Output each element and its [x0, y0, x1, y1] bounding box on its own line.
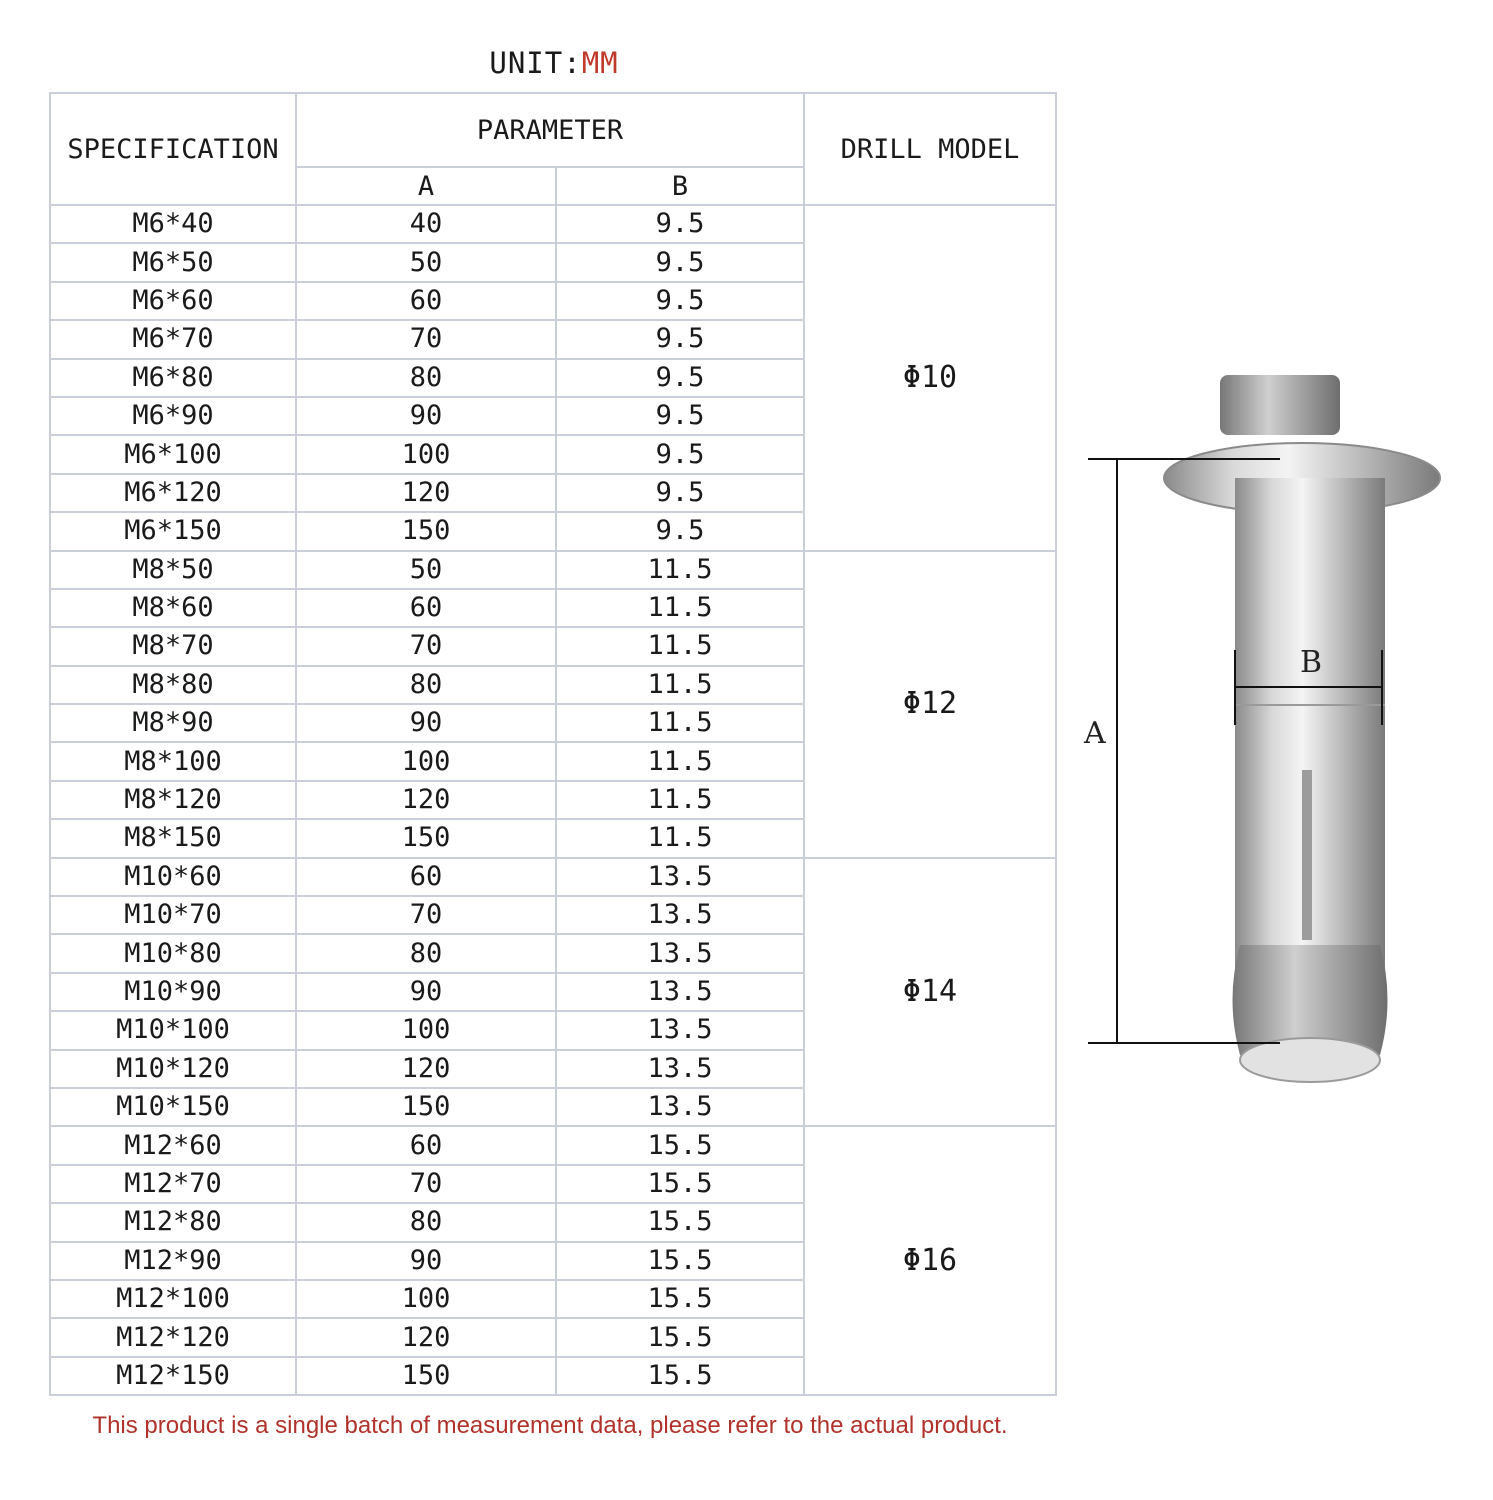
- bolt-slot: [1302, 770, 1312, 940]
- cell-spec: M6*150: [50, 512, 296, 550]
- cell-b: 9.5: [556, 474, 804, 512]
- table-row: [50, 551, 1056, 589]
- cell-spec: M10*80: [50, 934, 296, 972]
- cell-a: 70: [296, 320, 556, 358]
- dimension-b-label: B: [1300, 645, 1323, 680]
- cell-b: 13.5: [556, 1050, 804, 1088]
- cell-b: 11.5: [556, 666, 804, 704]
- cell-a: 150: [296, 1088, 556, 1126]
- cell-spec: M6*100: [50, 435, 296, 473]
- cell-a: 100: [296, 742, 556, 780]
- cell-b: 15.5: [556, 1318, 804, 1356]
- cell-b: 9.5: [556, 243, 804, 281]
- cell-b: 9.5: [556, 397, 804, 435]
- cell-b: 9.5: [556, 205, 804, 243]
- cell-spec: M12*60: [50, 1126, 296, 1164]
- cell-a: 80: [296, 1203, 556, 1241]
- cell-spec: M8*70: [50, 627, 296, 665]
- cell-b: 9.5: [556, 435, 804, 473]
- unit-value: MM: [581, 46, 619, 80]
- cell-spec: M10*60: [50, 858, 296, 896]
- cell-b: 11.5: [556, 627, 804, 665]
- unit-title: [0, 46, 1108, 80]
- cell-a: 90: [296, 704, 556, 742]
- cell-a: 60: [296, 1126, 556, 1164]
- cell-b: 11.5: [556, 742, 804, 780]
- cell-spec: M10*70: [50, 896, 296, 934]
- cell-spec: M10*150: [50, 1088, 296, 1126]
- cell-b: 9.5: [556, 320, 804, 358]
- header-parameter: PARAMETER: [296, 93, 804, 167]
- header-a: A: [296, 167, 556, 205]
- cell-a: 150: [296, 512, 556, 550]
- cell-b: 13.5: [556, 973, 804, 1011]
- cell-spec: M8*50: [50, 551, 296, 589]
- cell-spec: M6*90: [50, 397, 296, 435]
- cell-spec: M10*100: [50, 1011, 296, 1049]
- disclaimer-note: This product is a single batch of measurement data, please refer to the actual product.: [92, 1412, 1008, 1439]
- cell-a: 80: [296, 359, 556, 397]
- cell-a: 100: [296, 1011, 556, 1049]
- cell-a: 120: [296, 1318, 556, 1356]
- cell-spec: M6*70: [50, 320, 296, 358]
- cell-a: 150: [296, 819, 556, 857]
- cell-spec: M12*70: [50, 1165, 296, 1203]
- cell-spec: M12*150: [50, 1357, 296, 1395]
- cell-b: 15.5: [556, 1165, 804, 1203]
- cell-drill-model: Φ12: [804, 551, 1056, 858]
- cell-spec: M8*90: [50, 704, 296, 742]
- cell-b: 13.5: [556, 1011, 804, 1049]
- cell-a: 100: [296, 435, 556, 473]
- cell-spec: M8*100: [50, 742, 296, 780]
- cell-a: 70: [296, 896, 556, 934]
- cell-b: 13.5: [556, 858, 804, 896]
- bolt-diagram: [1080, 360, 1480, 1120]
- cell-b: 15.5: [556, 1357, 804, 1395]
- cell-a: 90: [296, 1242, 556, 1280]
- unit-label: UNIT:: [489, 46, 582, 80]
- table-row: [50, 1126, 1056, 1164]
- cell-b: 13.5: [556, 1088, 804, 1126]
- cell-b: 11.5: [556, 551, 804, 589]
- cell-a: 50: [296, 551, 556, 589]
- cell-spec: M6*50: [50, 243, 296, 281]
- header-specification: SPECIFICATION: [50, 93, 296, 205]
- cell-a: 100: [296, 1280, 556, 1318]
- cell-b: 9.5: [556, 282, 804, 320]
- cell-a: 120: [296, 474, 556, 512]
- cell-a: 120: [296, 781, 556, 819]
- cell-a: 60: [296, 858, 556, 896]
- table-row: [50, 858, 1056, 896]
- cell-a: 70: [296, 627, 556, 665]
- cell-spec: M6*60: [50, 282, 296, 320]
- header-drill-model: DRILL MODEL: [804, 93, 1056, 205]
- cell-a: 90: [296, 973, 556, 1011]
- cell-drill-model: Φ14: [804, 858, 1056, 1127]
- cell-b: 15.5: [556, 1126, 804, 1164]
- table-row: [50, 205, 1056, 243]
- bolt-sleeve: [1235, 478, 1385, 1023]
- cell-b: 9.5: [556, 512, 804, 550]
- dimension-a-label: A: [1084, 716, 1106, 751]
- cell-drill-model: Φ10: [804, 205, 1056, 551]
- cell-b: 15.5: [556, 1242, 804, 1280]
- cell-b: 9.5: [556, 359, 804, 397]
- cell-a: 150: [296, 1357, 556, 1395]
- cell-a: 60: [296, 282, 556, 320]
- cell-b: 15.5: [556, 1203, 804, 1241]
- bolt-hex-head: [1220, 375, 1340, 435]
- cell-spec: M12*100: [50, 1280, 296, 1318]
- cell-spec: M12*80: [50, 1203, 296, 1241]
- cell-a: 80: [296, 934, 556, 972]
- cell-a: 40: [296, 205, 556, 243]
- cell-a: 70: [296, 1165, 556, 1203]
- spec-table: [49, 92, 1057, 1396]
- cell-spec: M12*120: [50, 1318, 296, 1356]
- cell-b: 13.5: [556, 934, 804, 972]
- cell-spec: M10*120: [50, 1050, 296, 1088]
- cell-spec: M12*90: [50, 1242, 296, 1280]
- cell-spec: M8*120: [50, 781, 296, 819]
- cell-a: 80: [296, 666, 556, 704]
- cell-spec: M10*90: [50, 973, 296, 1011]
- expansion-bolt-illustration: [1080, 360, 1480, 1120]
- cell-spec: M8*80: [50, 666, 296, 704]
- cell-spec: M6*40: [50, 205, 296, 243]
- spec-table-body: [50, 205, 1056, 1395]
- header-b: B: [556, 167, 804, 205]
- cell-a: 60: [296, 589, 556, 627]
- cell-a: 90: [296, 397, 556, 435]
- cell-b: 15.5: [556, 1280, 804, 1318]
- cell-a: 120: [296, 1050, 556, 1088]
- cell-b: 11.5: [556, 589, 804, 627]
- cell-b: 11.5: [556, 819, 804, 857]
- cell-spec: M8*150: [50, 819, 296, 857]
- cell-spec: M6*80: [50, 359, 296, 397]
- cell-b: 11.5: [556, 704, 804, 742]
- cell-spec: M8*60: [50, 589, 296, 627]
- cell-b: 13.5: [556, 896, 804, 934]
- cell-b: 11.5: [556, 781, 804, 819]
- cell-a: 50: [296, 243, 556, 281]
- cell-spec: M6*120: [50, 474, 296, 512]
- cell-drill-model: Φ16: [804, 1126, 1056, 1395]
